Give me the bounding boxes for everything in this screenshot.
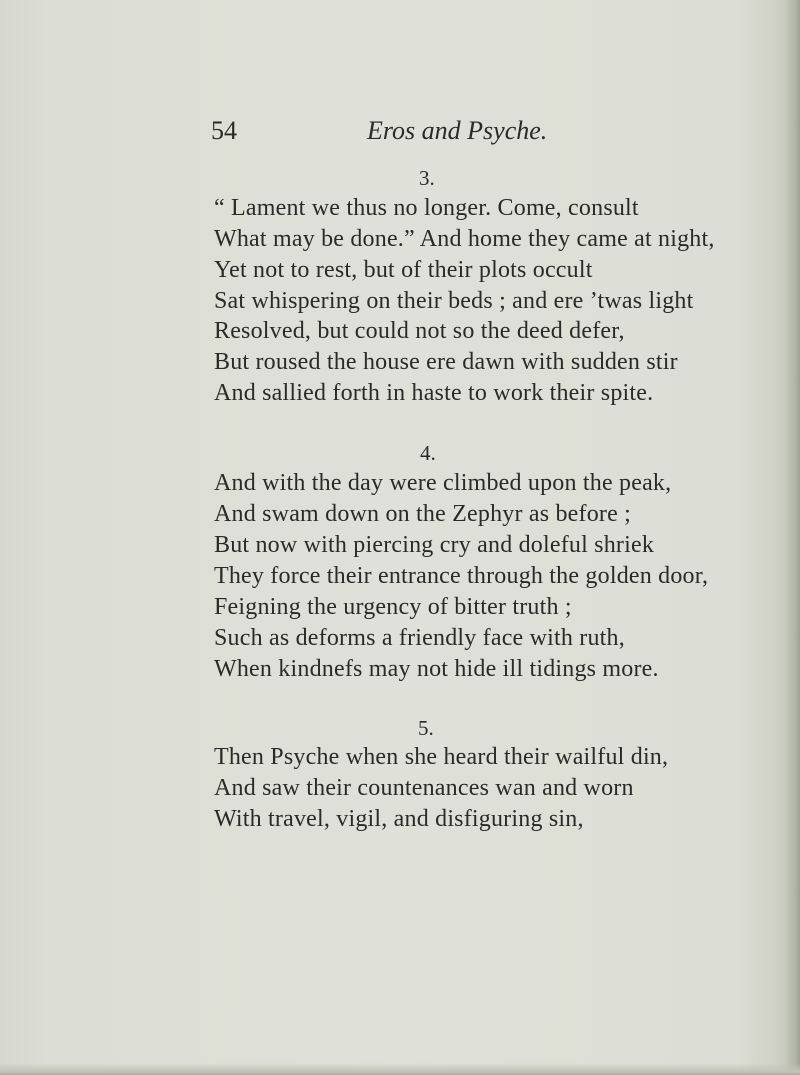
verse-line: And with the day were climbed upon the peak, [214, 470, 672, 496]
verse-line: “ Lament we thus no longer. Come, consult [214, 195, 639, 221]
verse-line: Feigning the urgency of bitter truth ; [214, 594, 572, 620]
verse-line: And saw their countenances wan and worn [214, 775, 634, 801]
verse-line: And swam down on the Zephyr as before ; [214, 501, 632, 527]
verse-line: Yet not to rest, but of their plots occult [214, 257, 593, 283]
stanza-number: 3. [419, 166, 435, 190]
verse-line: But now with piercing cry and doleful shriek [214, 532, 655, 558]
verse-line: Such as deforms a friendly face with ruth, [214, 625, 625, 651]
verse-line: What may be done.” And home they came at night, [214, 226, 715, 252]
verse-line: But roused the house ere dawn with sudden stir [214, 349, 678, 375]
page-number: 54 [211, 116, 237, 145]
verse-line: Sat whispering on their beds ; and ere ’twas light [214, 288, 694, 314]
page-edge-shadow [786, 0, 800, 1075]
verse-line: They force their entrance through the golden door, [214, 563, 709, 589]
stanza-number: 5. [418, 716, 434, 740]
verse-line: Resolved, but could not so the deed defer, [214, 318, 625, 344]
verse-line: When kindnefs may not hide ill tidings more. [214, 656, 659, 682]
verse-line: With travel, vigil, and disfiguring sin, [214, 806, 584, 832]
stanza-number: 4. [420, 441, 436, 465]
page-bottom-shadow [0, 1063, 800, 1075]
verse-line: And sallied forth in haste to work their spite. [214, 380, 654, 406]
running-title: Eros and Psyche. [367, 116, 548, 145]
verse-line: Then Psyche when she heard their wailful din, [214, 744, 669, 770]
